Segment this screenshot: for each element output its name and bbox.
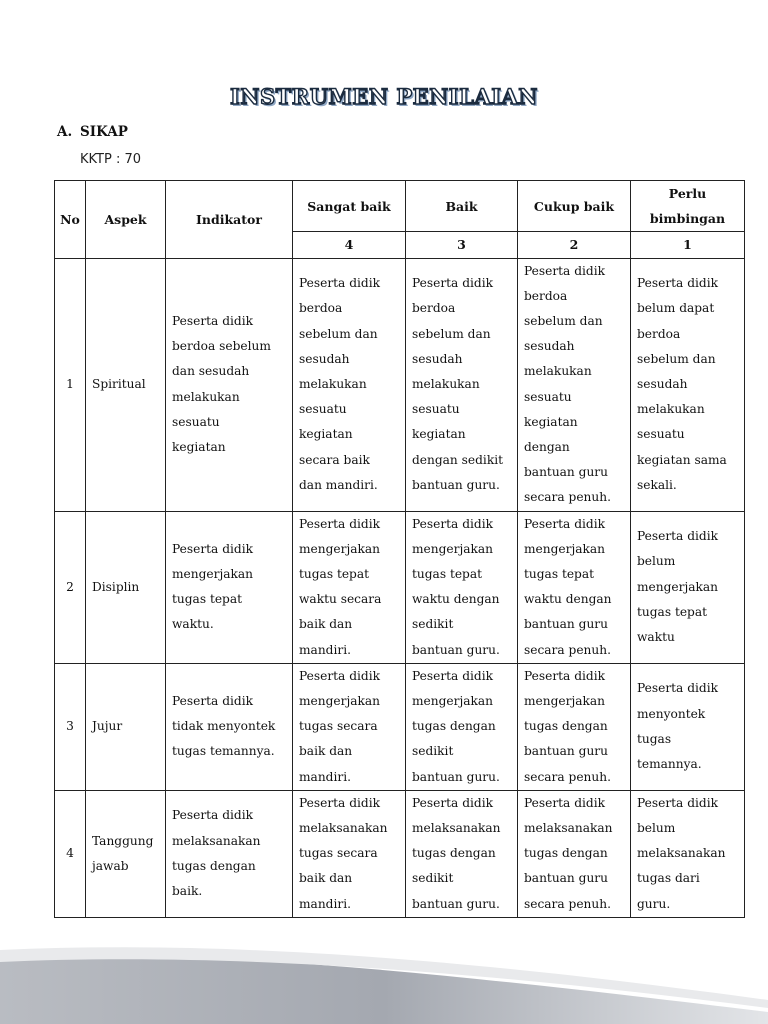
cell-line: baik dan: [299, 617, 353, 632]
cell-line: berdoa: [412, 301, 456, 316]
header-aspek: Aspek: [86, 181, 166, 259]
cell-line: melaksanakan: [172, 833, 261, 848]
cell-line: sebelum dan: [412, 326, 491, 341]
cell-line: bantuan guru: [524, 744, 608, 759]
cell-line: sekali.: [637, 477, 677, 492]
cell-line: waktu: [637, 630, 675, 645]
cell-line: Peserta didik: [172, 808, 253, 823]
cell-line: Peserta didik: [637, 681, 718, 696]
score-cukup-baik: 2: [518, 232, 631, 258]
cell-line: sesuatu: [637, 427, 685, 442]
cell-line: belum: [637, 821, 676, 836]
cell-perlu-bimbingan: [631, 663, 745, 790]
cell-indikator: [166, 663, 293, 790]
cell-line: secara penuh.: [524, 642, 611, 657]
row-number: 4: [55, 790, 86, 917]
cell-line: melakukan: [172, 389, 240, 404]
cell-sangat-baik: [293, 663, 406, 790]
cell-line: melaksanakan: [524, 821, 613, 836]
header-indikator: Indikator: [166, 181, 293, 259]
cell-line: kegiatan sama: [637, 452, 727, 467]
cell-line: dengan sedikit: [412, 452, 504, 467]
cell-line: baik dan: [299, 871, 353, 886]
cell-line: tugas tepat: [524, 567, 595, 582]
cell-line: melakukan: [299, 377, 367, 392]
header-sangat-baik: Sangat baik: [293, 181, 406, 232]
cell-line: Peserta didik: [524, 795, 605, 810]
cell-line: tugas: [637, 731, 672, 746]
cell-sangat-baik: [293, 258, 406, 511]
cell-line: tugas secara: [299, 846, 378, 861]
cell-line: Peserta didik: [524, 668, 605, 683]
cell-cukup-baik: [518, 258, 631, 511]
cell-line: tugas secara: [299, 719, 378, 734]
cell-line: tugas tepat: [299, 567, 370, 582]
cell-line: kegiatan: [172, 440, 226, 455]
cell-line: baik dan: [299, 744, 353, 759]
row-number: 1: [55, 258, 86, 511]
cell-line: sesudah: [637, 377, 688, 392]
cell-baik: [406, 511, 518, 663]
cell-perlu-bimbingan: [631, 511, 745, 663]
cell-line: waktu dengan: [412, 592, 500, 607]
cell-line: mengerjakan: [299, 694, 381, 709]
cell-line: Tanggung: [92, 833, 154, 848]
cell-line: sesuatu: [412, 402, 460, 417]
cell-line: Jujur: [92, 719, 123, 734]
cell-line: mandiri.: [299, 642, 351, 657]
cell-line: mandiri.: [299, 896, 351, 911]
cell-line: Spiritual: [92, 377, 146, 392]
cell-cukup-baik: [518, 663, 631, 790]
cell-line: melakukan: [412, 377, 480, 392]
cell-line: sedikit: [412, 871, 454, 886]
cell-line: melakukan: [524, 364, 592, 379]
cell-line: Peserta didik: [299, 276, 380, 291]
cell-perlu-bimbingan: [631, 790, 745, 917]
kktp-label: KKTP : 70: [80, 152, 142, 167]
cell-line: tugas tepat: [637, 604, 708, 619]
cell-line: berdoa: [299, 301, 343, 316]
cell-line: bantuan guru: [524, 871, 608, 886]
cell-line: tugas dengan: [524, 719, 608, 734]
cell-line: mengerjakan: [524, 541, 606, 556]
cell-line: tugas dengan: [412, 719, 496, 734]
assessment-table: [54, 180, 745, 918]
cell-line: dengan: [524, 440, 570, 455]
cell-line: Peserta didik: [524, 263, 605, 278]
row-number: 2: [55, 511, 86, 663]
cell-line: mengerjakan: [172, 567, 254, 582]
cell-line: sebelum dan: [299, 326, 378, 341]
cell-line: melaksanakan: [637, 846, 726, 861]
cell-line: jawab: [92, 858, 129, 873]
cell-line: tugas tepat: [172, 592, 243, 607]
cell-line: secara baik: [299, 452, 370, 467]
cell-line: sebelum dan: [524, 314, 603, 329]
cell-cukup-baik: [518, 790, 631, 917]
cell-line: Peserta didik: [412, 668, 493, 683]
cell-line: tugas tepat: [412, 567, 483, 582]
cell-baik: [406, 790, 518, 917]
cell-line: tidak menyontek: [172, 719, 276, 734]
cell-line: dan mandiri.: [299, 477, 378, 492]
cell-indikator: [166, 511, 293, 663]
cell-line: tugas dengan: [412, 846, 496, 861]
cell-line: Peserta didik: [172, 694, 253, 709]
cell-line: berdoa: [637, 326, 681, 341]
cell-line: Peserta didik: [637, 529, 718, 544]
cell-line: baik.: [172, 884, 203, 899]
section-letter: A.: [57, 124, 73, 140]
cell-line: sesudah: [299, 351, 350, 366]
header-baik: Baik: [406, 181, 518, 232]
cell-line: sesuatu: [524, 389, 572, 404]
cell-sangat-baik: [293, 790, 406, 917]
cell-line: bantuan guru.: [412, 896, 500, 911]
cell-line: belum dapat: [637, 301, 715, 316]
cell-line: Peserta didik: [412, 516, 493, 531]
cell-line: Peserta didik: [172, 314, 253, 329]
row-number: 3: [55, 663, 86, 790]
cell-line: tugas dari: [637, 871, 700, 886]
cell-line: tugas dengan: [524, 846, 608, 861]
cell-aspek: [86, 511, 166, 663]
cell-line: bantuan guru.: [412, 642, 500, 657]
section-title: SIKAP: [80, 124, 128, 140]
section-heading: [57, 124, 128, 140]
cell-line: mengerjakan: [524, 694, 606, 709]
score-perlu-bimbingan: 1: [631, 232, 745, 258]
cell-line: Peserta didik: [412, 795, 493, 810]
cell-line: temannya.: [637, 757, 702, 772]
cell-line: secara penuh.: [524, 896, 611, 911]
cell-baik: [406, 258, 518, 511]
header-perlu-bimbingan-line2: bimbingan: [649, 211, 726, 227]
cell-line: berdoa: [524, 288, 568, 303]
cell-line: mengerjakan: [299, 541, 381, 556]
table-row: [55, 790, 745, 917]
cell-sangat-baik: [293, 511, 406, 663]
cell-line: Peserta didik: [637, 795, 718, 810]
cell-line: Peserta didik: [412, 276, 493, 291]
table-row: [55, 511, 745, 663]
cell-line: bantuan guru: [524, 617, 608, 632]
header-perlu-bimbingan-line1: Perlu: [668, 186, 707, 201]
cell-indikator: [166, 790, 293, 917]
document-title: INSTRUMEN PENILAIAN: [229, 84, 539, 109]
cell-line: mengerjakan: [637, 579, 719, 594]
cell-line: sedikit: [412, 744, 454, 759]
cell-line: melaksanakan: [412, 821, 501, 836]
cell-line: melakukan: [637, 402, 705, 417]
cell-line: bantuan guru.: [412, 477, 500, 492]
cell-line: belum: [637, 554, 676, 569]
cell-line: sesuatu: [299, 402, 347, 417]
cell-line: tugas dengan: [172, 858, 256, 873]
cell-line: dan sesudah: [172, 364, 250, 379]
cell-line: kegiatan: [412, 427, 466, 442]
cell-aspek: [86, 790, 166, 917]
cell-line: secara penuh.: [524, 769, 611, 784]
table-row: [55, 663, 745, 790]
cell-line: sesudah: [412, 351, 463, 366]
cell-line: Disiplin: [92, 579, 140, 594]
cell-line: kegiatan: [524, 414, 578, 429]
cell-line: waktu secara: [299, 592, 382, 607]
cell-line: sesuatu: [172, 414, 220, 429]
cell-line: secara penuh.: [524, 490, 611, 505]
cell-line: waktu dengan: [524, 592, 612, 607]
score-baik: 3: [406, 232, 518, 258]
cell-cukup-baik: [518, 511, 631, 663]
cell-line: tugas temannya.: [172, 744, 275, 759]
cell-line: waktu.: [172, 617, 214, 632]
cell-line: berdoa sebelum: [172, 339, 271, 354]
table-row: [55, 258, 745, 511]
cell-line: Peserta didik: [524, 516, 605, 531]
cell-line: sebelum dan: [637, 351, 716, 366]
cell-line: Peserta didik: [299, 668, 380, 683]
cell-line: bantuan guru: [524, 465, 608, 480]
cell-line: Peserta didik: [637, 276, 718, 291]
cell-line: bantuan guru.: [412, 769, 500, 784]
cell-line: guru.: [637, 896, 671, 911]
cell-line: mengerjakan: [412, 694, 494, 709]
cell-perlu-bimbingan: [631, 258, 745, 511]
cell-line: menyontek: [637, 706, 706, 721]
cell-line: Peserta didik: [299, 516, 380, 531]
cell-line: Peserta didik: [299, 795, 380, 810]
page-footer-band: [0, 940, 768, 1024]
cell-baik: [406, 663, 518, 790]
header-no: No: [55, 181, 86, 259]
cell-aspek: [86, 258, 166, 511]
cell-aspek: [86, 663, 166, 790]
cell-indikator: [166, 258, 293, 511]
cell-line: sesudah: [524, 339, 575, 354]
cell-line: melaksanakan: [299, 821, 388, 836]
header-perlu-bimbingan: [631, 181, 745, 232]
cell-line: mandiri.: [299, 769, 351, 784]
cell-line: sedikit: [412, 617, 454, 632]
cell-line: mengerjakan: [412, 541, 494, 556]
header-cukup-baik: Cukup baik: [518, 181, 631, 232]
cell-line: Peserta didik: [172, 541, 253, 556]
score-sangat-baik: 4: [293, 232, 406, 258]
cell-line: kegiatan: [299, 427, 353, 442]
